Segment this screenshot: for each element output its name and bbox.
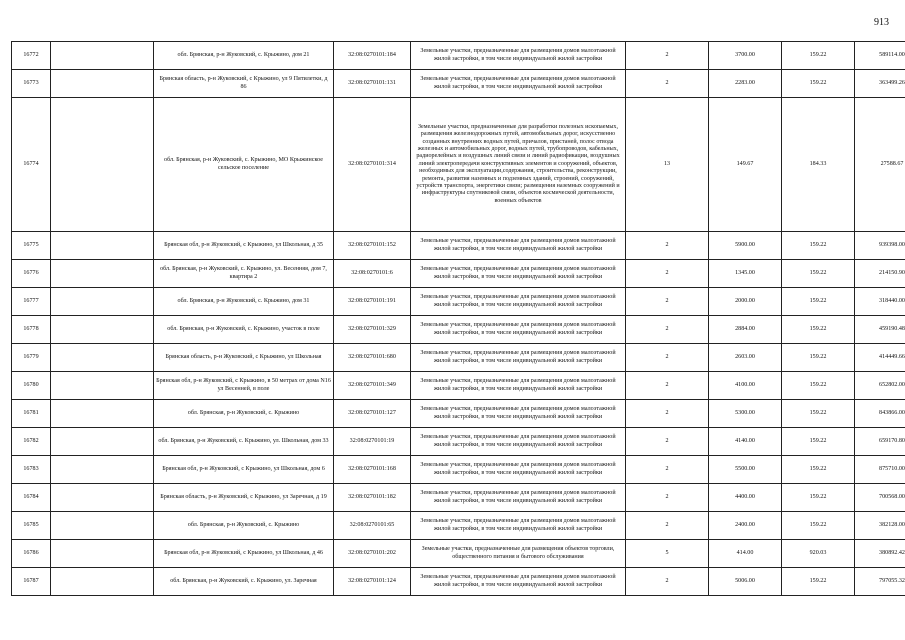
category-cell: 2 [626,568,709,596]
table-row [12,316,905,344]
rate-cell: 159.22 [782,316,855,344]
table-row [12,540,905,568]
area-cell: 2400.00 [709,512,782,540]
cadastral-value-cell: 659170.80 [855,428,905,456]
cadastral-number-cell: 32:08:0270101:191 [334,288,411,316]
table-row [12,428,905,456]
rate-cell: 159.22 [782,70,855,98]
address-cell: обл. Брянская, р-н Жуковский, с. Крыжино, МО Крыжинское сельское поселение [154,98,334,232]
area-cell: 5006.00 [709,568,782,596]
area-cell: 4140.00 [709,428,782,456]
empty-cell [51,484,154,512]
land-use-cell: Земельные участки, предназначенные для размещения домов малоэтажной жилой застройки, в том числе индивидуальной жилой застройки [411,70,626,98]
row-number: 16785 [12,512,51,540]
area-cell: 4100.00 [709,372,782,400]
table-row [12,344,905,372]
cadastral-number-cell: 32:08:0270101:314 [334,98,411,232]
category-cell: 2 [626,232,709,260]
table-row [12,260,905,288]
rate-cell: 159.22 [782,288,855,316]
land-use-cell: Земельные участки, предназначенные для размещения домов малоэтажной жилой застройки, в том числе индивидуальной жилой застройки [411,428,626,456]
table-row [12,42,905,70]
category-cell: 2 [626,484,709,512]
table-row [12,512,905,540]
cadastral-number-cell: 32:08:0270101:329 [334,316,411,344]
empty-cell [51,344,154,372]
cadastral-value-cell: 652802.00 [855,372,905,400]
rate-cell: 159.22 [782,512,855,540]
cadastral-value-cell: 27588.67 [855,98,905,232]
empty-cell [51,568,154,596]
cadastral-number-cell: 32:08:0270101:131 [334,70,411,98]
address-cell: Брянская обл, р-н Жуковский, с Крыжино, в 50 метрах от дома N16 ул Весенней, в поле [154,372,334,400]
category-cell: 2 [626,70,709,98]
area-cell: 5900.00 [709,232,782,260]
land-registry-table [11,41,905,596]
category-cell: 13 [626,98,709,232]
cadastral-value-cell: 318440.00 [855,288,905,316]
category-cell: 2 [626,344,709,372]
table-row [12,98,905,232]
area-cell: 2000.00 [709,288,782,316]
empty-cell [51,98,154,232]
row-number: 16781 [12,400,51,428]
empty-cell [51,42,154,70]
empty-cell [51,540,154,568]
empty-cell [51,400,154,428]
area-cell: 149.67 [709,98,782,232]
rate-cell: 159.22 [782,568,855,596]
cadastral-value-cell: 382128.00 [855,512,905,540]
table-row [12,484,905,512]
cadastral-value-cell: 797055.32 [855,568,905,596]
cadastral-number-cell: 32:08:0270101:124 [334,568,411,596]
land-use-cell: Земельные участки, предназначенные для размещения домов малоэтажной жилой застройки, в том числе индивидуальной жилой застройки [411,42,626,70]
rate-cell: 159.22 [782,456,855,484]
row-number: 16783 [12,456,51,484]
rate-cell: 159.22 [782,260,855,288]
table-row [12,456,905,484]
cadastral-value-cell: 459190.48 [855,316,905,344]
rate-cell: 159.22 [782,344,855,372]
cadastral-number-cell: 32:08:0270101:680 [334,344,411,372]
cadastral-number-cell: 32:08:0270101:127 [334,400,411,428]
land-use-cell: Земельные участки, предназначенные для размещения домов малоэтажной жилой застройки, в том числе индивидуальной жилой застройки [411,512,626,540]
category-cell: 2 [626,400,709,428]
row-number: 16776 [12,260,51,288]
cadastral-value-cell: 363499.26 [855,70,905,98]
address-cell: Брянская область, р-н Жуковский, с Крыжино, ул Заречная, д 19 [154,484,334,512]
category-cell: 2 [626,42,709,70]
land-use-cell: Земельные участки, предназначенные для размещения домов малоэтажной жилой застройки, в том числе индивидуальной жилой застройки [411,316,626,344]
row-number: 16778 [12,316,51,344]
category-cell: 5 [626,540,709,568]
address-cell: обл. Брянская, р-н Жуковский, с. Крыжино [154,512,334,540]
area-cell: 2283.00 [709,70,782,98]
address-cell: обл. Брянская, р-н Жуковский, с. Крыжино, ул. Заречная [154,568,334,596]
cadastral-number-cell: 32:08:0270101:65 [334,512,411,540]
area-cell: 2603.00 [709,344,782,372]
address-cell: Брянская область, р-н Жуковский, с Крыжино, ул Школьная [154,344,334,372]
cadastral-value-cell: 700568.00 [855,484,905,512]
land-use-cell: Земельные участки, предназначенные для размещения домов малоэтажной жилой застройки, в том числе индивидуальной жилой застройки [411,400,626,428]
category-cell: 2 [626,456,709,484]
land-use-cell: Земельные участки, предназначенные для размещения домов малоэтажной жилой застройки, в том числе индивидуальной жилой застройки [411,568,626,596]
category-cell: 2 [626,512,709,540]
rate-cell: 920.03 [782,540,855,568]
category-cell: 2 [626,316,709,344]
address-cell: обл. Брянская, р-н Жуковский, с. Крыжино, дом 21 [154,42,334,70]
category-cell: 2 [626,428,709,456]
row-number: 16774 [12,98,51,232]
table-row [12,288,905,316]
category-cell: 2 [626,288,709,316]
row-number: 16780 [12,372,51,400]
address-cell: обл. Брянская, р-н Жуковский, с. Крыжино, дом 31 [154,288,334,316]
empty-cell [51,260,154,288]
row-number: 16786 [12,540,51,568]
cadastral-number-cell: 32:08:0270101:182 [334,484,411,512]
row-number: 16782 [12,428,51,456]
address-cell: Брянская обл, р-н Жуковский, с Крыжино, ул Школьная, дом 6 [154,456,334,484]
cadastral-value-cell: 939398.00 [855,232,905,260]
cadastral-number-cell: 32:08:0270101:184 [334,42,411,70]
address-cell: обл. Брянская, р-н Жуковский, с. Крыжино [154,400,334,428]
land-use-cell: Земельные участки, предназначенные для размещения домов малоэтажной жилой застройки, в том числе индивидуальной жилой застройки [411,456,626,484]
area-cell: 2884.00 [709,316,782,344]
rate-cell: 159.22 [782,400,855,428]
empty-cell [51,316,154,344]
category-cell: 2 [626,372,709,400]
address-cell: обл. Брянская, р-н Жуковский, с. Крыжино, ул. Весенняя, дом 7, квартира 2 [154,260,334,288]
land-use-cell: Земельные участки, предназначенные для размещения домов малоэтажной жилой застройки, в том числе индивидуальной жилой застройки [411,260,626,288]
cadastral-value-cell: 843866.00 [855,400,905,428]
table-row [12,232,905,260]
empty-cell [51,428,154,456]
address-cell: Брянская обл, р-н Жуковский, с Крыжино, ул Школьная, д 35 [154,232,334,260]
empty-cell [51,456,154,484]
table-row [12,70,905,98]
rate-cell: 159.22 [782,484,855,512]
row-number: 16787 [12,568,51,596]
address-cell: Брянская обл, р-н Жуковский, с Крыжино, ул Школьная, д 46 [154,540,334,568]
page-number: 913 [874,17,889,28]
cadastral-number-cell: 32:08:0270101:168 [334,456,411,484]
area-cell: 5300.00 [709,400,782,428]
row-number: 16779 [12,344,51,372]
land-use-cell: Земельные участки, предназначенные для размещения домов малоэтажной жилой застройки, в том числе индивидуальной жилой застройки [411,344,626,372]
address-cell: обл. Брянская, р-н Жуковский, с. Крыжино, ул. Школьная, дом 33 [154,428,334,456]
table-row [12,568,905,596]
empty-cell [51,372,154,400]
address-cell: обл. Брянская, р-н Жуковский, с. Крыжино, участок в поле [154,316,334,344]
cadastral-number-cell: 32:08:0270101:152 [334,232,411,260]
area-cell: 1345.00 [709,260,782,288]
land-use-cell: Земельные участки, предназначенные для размещения домов малоэтажной жилой застройки, в том числе индивидуальной жилой застройки [411,484,626,512]
row-number: 16772 [12,42,51,70]
land-use-cell: Земельные участки, предназначенные для размещения домов малоэтажной жилой застройки, в том числе индивидуальной жилой застройки [411,288,626,316]
empty-cell [51,512,154,540]
area-cell: 414.00 [709,540,782,568]
category-cell: 2 [626,260,709,288]
empty-cell [51,288,154,316]
rate-cell: 159.22 [782,232,855,260]
cadastral-value-cell: 875710.00 [855,456,905,484]
rate-cell: 184.33 [782,98,855,232]
land-use-cell: Земельные участки, предназначенные для размещения домов малоэтажной жилой застройки, в том числе индивидуальной жилой застройки [411,232,626,260]
land-use-cell: Земельные участки, предназначенные для размещения домов малоэтажной жилой застройки, в том числе индивидуальной жилой застройки [411,372,626,400]
rate-cell: 159.22 [782,428,855,456]
area-cell: 4400.00 [709,484,782,512]
cadastral-value-cell: 214150.90 [855,260,905,288]
row-number: 16775 [12,232,51,260]
row-number: 16773 [12,70,51,98]
address-cell: Брянская область, р-н Жуковский, с Крыжино, ул 9 Пятилетки, д 86 [154,70,334,98]
rate-cell: 159.22 [782,372,855,400]
area-cell: 3700.00 [709,42,782,70]
empty-cell [51,70,154,98]
land-use-cell: Земельные участки, предназначенные для разработки полезных ископаемых, размещения железнодорожных путей, автомобильных дорог, искусственно созданных внутренних водных путей, причалов, пристаней, полос отвода железных и автомобильных дорог, водных путей, трубопроводов, кабельных, радиорелейных и воздушных линий связи и линий радиофикации, воздушных линий электропередачи конструктивных элементов и сооружений, объектов, необходимых для эксплуатации,содержания, строительства, реконструкции, ремонта, развития наземных и подземных зданий, строений, сооружений, устройств транспорта, энергетики связи; размещения наземных сооружений и инфраструктуры спутниковой связи, объектов космической деятельности, военных объектов [411,98,626,232]
cadastral-value-cell: 380892.42 [855,540,905,568]
table-row [12,400,905,428]
land-use-cell: Земельные участки, предназначенные для размещения объектов торговли, общественного питания и бытового обслуживания [411,540,626,568]
cadastral-number-cell: 32:08:0270101:202 [334,540,411,568]
cadastral-number-cell: 32:08:0270101:19 [334,428,411,456]
area-cell: 5500.00 [709,456,782,484]
cadastral-value-cell: 414449.66 [855,344,905,372]
row-number: 16784 [12,484,51,512]
rate-cell: 159.22 [782,42,855,70]
table-row [12,372,905,400]
cadastral-number-cell: 32:08:0270101:6 [334,260,411,288]
empty-cell [51,232,154,260]
cadastral-value-cell: 589114.00 [855,42,905,70]
cadastral-number-cell: 32:08:0270101:349 [334,372,411,400]
row-number: 16777 [12,288,51,316]
